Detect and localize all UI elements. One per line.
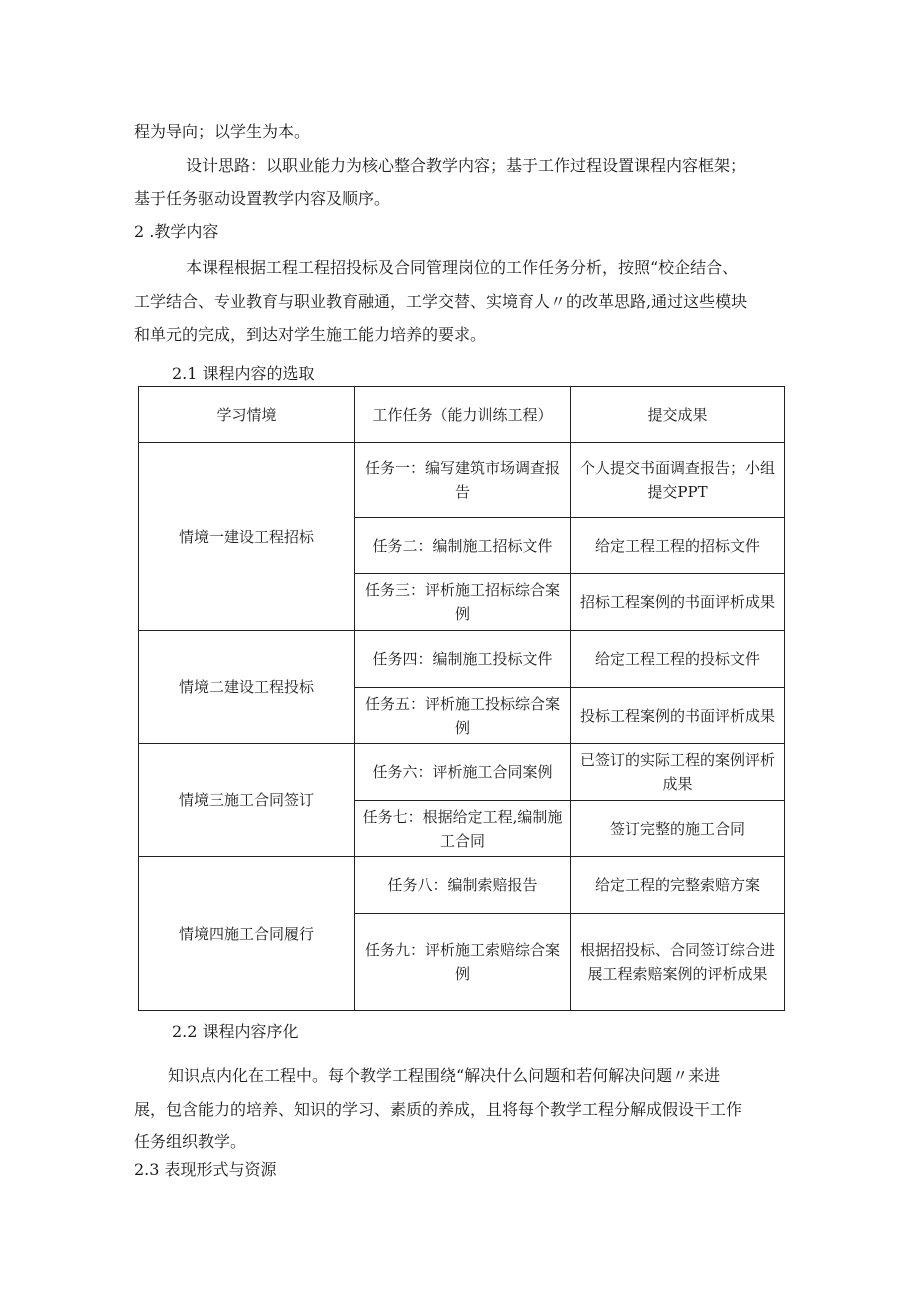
- subsection-heading: 2.3 表现形式与资源: [134, 1160, 277, 1179]
- task-cell: 任务二：编制施工招标文件: [355, 518, 571, 574]
- text-line: 展，包含能力的培养、知识的学习、素质的养成，且将每个教学工程分解成假设干工作: [134, 1100, 743, 1119]
- course-content-table: [138, 386, 785, 1011]
- text-line: 任务组织教学。: [134, 1132, 247, 1151]
- header-result: 提交成果: [571, 387, 785, 443]
- situation-cell: 情境二建设工程投标: [139, 631, 355, 744]
- table-header-row: [139, 387, 785, 443]
- task-cell: 任务八：编制索赔报告: [355, 857, 571, 914]
- task-cell: 任务一：编写建筑市场调查报告: [355, 443, 571, 518]
- table-row: [139, 631, 785, 688]
- text-line: 设计思路：以职业能力为核心整合教学内容；基于工作过程设置课程内容框架；: [186, 156, 747, 175]
- result-cell: 招标工程案例的书面评析成果: [571, 574, 785, 631]
- result-cell: 给定工程工程的投标文件: [571, 631, 785, 688]
- table-row: [139, 857, 785, 914]
- task-cell: 任务七：根据给定工程,编制施工合同: [355, 801, 571, 857]
- subsection-heading: 2.1 课程内容的选取: [172, 364, 315, 383]
- situation-cell: 情境一建设工程招标: [139, 443, 355, 631]
- text-line: 工学结合、专业教育与职业教育融通，工学交替、实境育人〃的改革思路,通过这些模块: [134, 292, 748, 311]
- result-cell: 已签订的实际工程的案例评析成果: [571, 744, 785, 801]
- task-cell: 任务三：评析施工招标综合案例: [355, 574, 571, 631]
- situation-cell: 情境四施工合同履行: [139, 857, 355, 1011]
- table-row: [139, 744, 785, 801]
- task-cell: 任务四：编制施工投标文件: [355, 631, 571, 688]
- subsection-heading: 2.2 课程内容序化: [172, 1022, 299, 1041]
- table-row: [139, 443, 785, 518]
- text-line: 基于任务驱动设置教学内容及顺序。: [134, 189, 391, 208]
- result-cell: 个人提交书面调查报告；小组提交PPT: [571, 443, 785, 518]
- section-heading: 2 .教学内容: [134, 222, 219, 241]
- result-cell: 签订完整的施工合同: [571, 801, 785, 857]
- text-line: 本课程根据工程工程招投标及合同管理岗位的工作任务分析，按照“校企结合、: [186, 258, 739, 277]
- result-cell: 投标工程案例的书面评析成果: [571, 688, 785, 744]
- text-line: 知识点内化在工程中。每个教学工程围绕“解决什么问题和若何解决问题〃来进: [168, 1066, 721, 1085]
- result-cell: 给定工程工程的招标文件: [571, 518, 785, 574]
- result-cell: 给定工程的完整索赔方案: [571, 857, 785, 914]
- situation-cell: 情境三施工合同签订: [139, 744, 355, 857]
- header-task: 工作任务（能力训练工程）: [355, 387, 571, 443]
- text-line: 和单元的完成，到达对学生施工能力培养的要求。: [134, 325, 487, 344]
- task-cell: 任务九：评析施工索赔综合案例: [355, 914, 571, 1011]
- result-cell: 根据招投标、合同签订综合进展工程索赔案例的评析成果: [571, 914, 785, 1011]
- text-line: 程为导向；以学生为本。: [134, 122, 311, 141]
- header-situation: 学习情境: [139, 387, 355, 443]
- task-cell: 任务六：评析施工合同案例: [355, 744, 571, 801]
- task-cell: 任务五：评析施工投标综合案例: [355, 688, 571, 744]
